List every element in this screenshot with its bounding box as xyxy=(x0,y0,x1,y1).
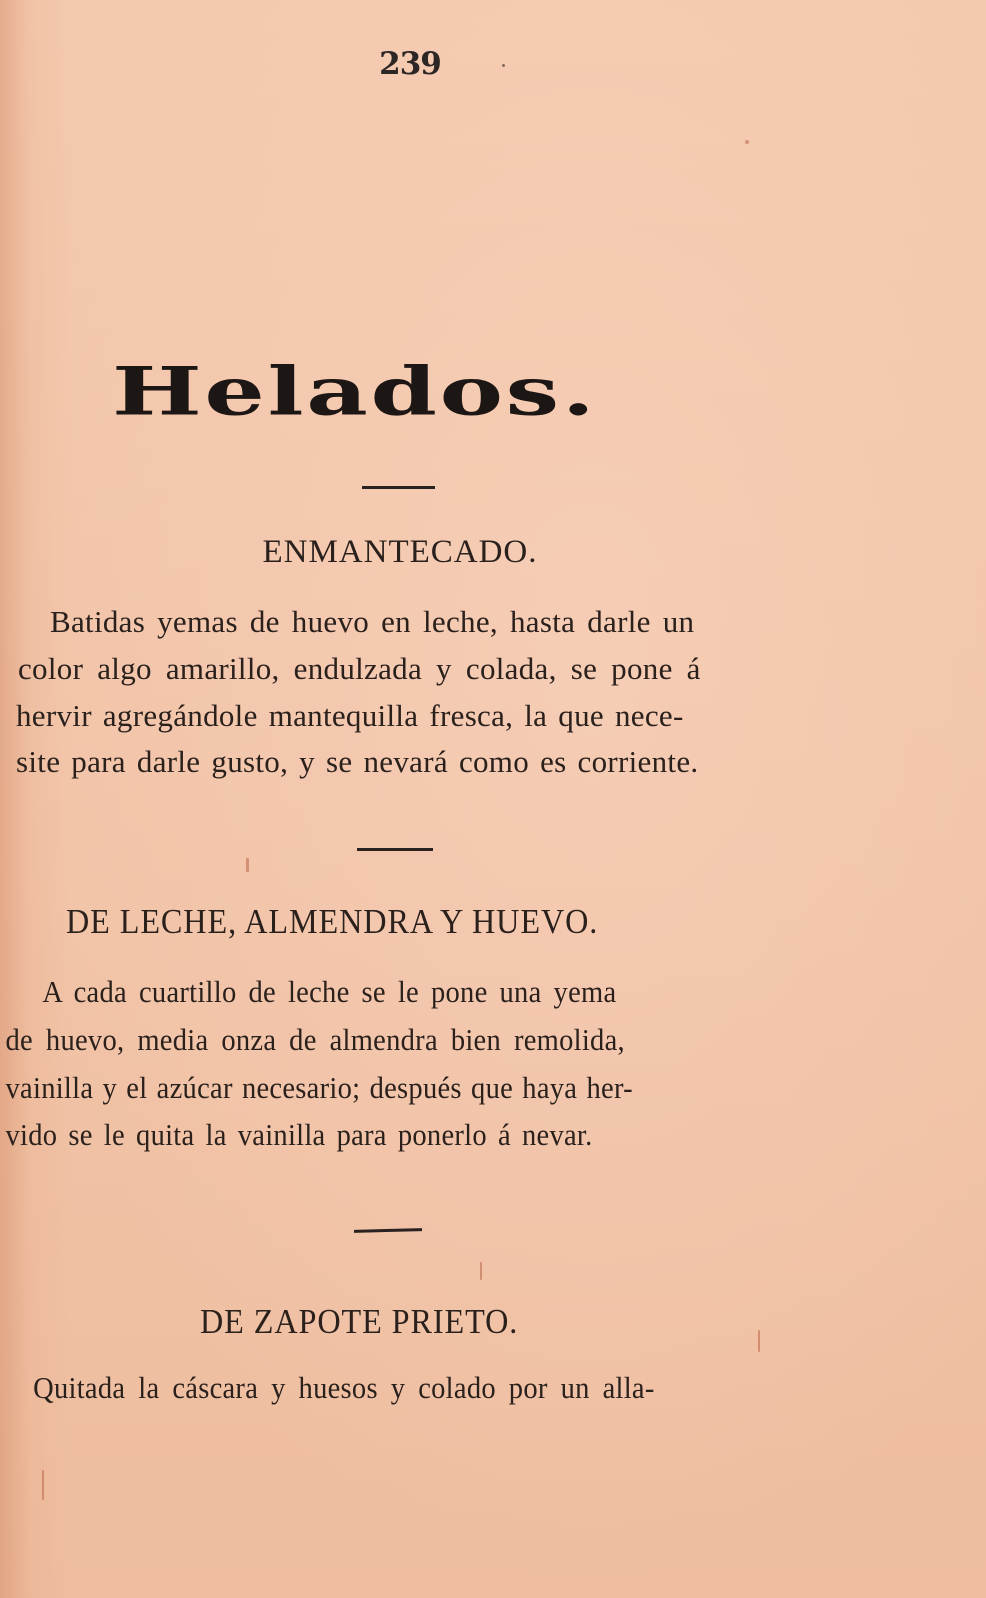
recipe-heading-enmantecado: ENMANTECADO. xyxy=(262,534,538,570)
paper-fiber xyxy=(480,1262,482,1280)
paper-fiber xyxy=(502,64,505,67)
title-divider xyxy=(362,486,435,489)
recipe-line: hervir agregándole mantequilla fresca, la que nece- xyxy=(16,698,684,733)
recipe-line: de huevo, media onza de almendra bien remolida, xyxy=(5,1022,625,1057)
recipe-line: vido se le quita la vainilla para ponerlo á nevar. xyxy=(5,1117,593,1152)
recipe-divider xyxy=(354,1228,422,1233)
recipe-divider xyxy=(357,848,433,851)
paper-fiber xyxy=(42,1470,44,1500)
recipe-line: color algo amarillo, endulzada y colada, se pone á xyxy=(18,651,701,686)
recipe-line: A cada cuartillo de leche se le pone una yema xyxy=(42,974,617,1009)
chapter-title: Helados. xyxy=(112,352,598,431)
recipe-line: site para darle gusto, y se nevará como es corriente. xyxy=(16,744,699,779)
paper-fiber xyxy=(246,858,249,872)
recipe-heading-leche-almendra-huevo: DE LECHE, ALMENDRA Y HUEVO. xyxy=(66,902,599,941)
page-number: 239 xyxy=(379,46,441,82)
paper-fiber xyxy=(758,1330,760,1352)
recipe-line: Batidas yemas de huevo en leche, hasta darle un xyxy=(50,604,695,639)
paper-fiber xyxy=(745,140,749,144)
recipe-line: Quitada la cáscara y huesos y colado por un alla- xyxy=(33,1370,655,1405)
recipe-line: vainilla y el azúcar necesario; después que haya her- xyxy=(5,1070,633,1105)
recipe-heading-zapote-prieto: DE ZAPOTE PRIETO. xyxy=(200,1302,519,1341)
